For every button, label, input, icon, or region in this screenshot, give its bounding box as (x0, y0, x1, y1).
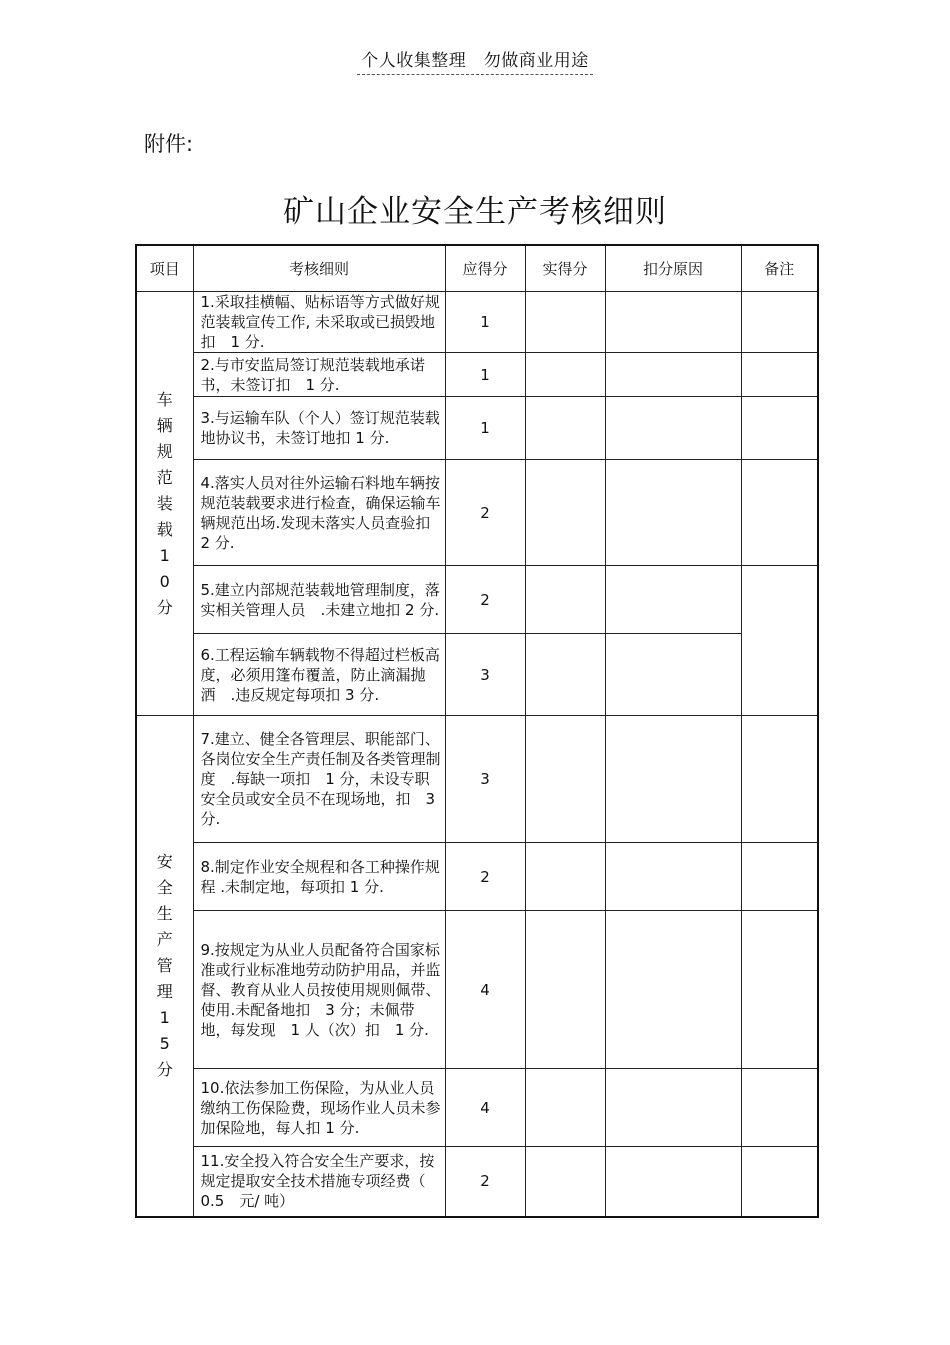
max-score-cell: 2 (445, 460, 525, 566)
deduction-reason-cell[interactable] (605, 843, 741, 911)
actual-score-cell[interactable] (525, 716, 605, 843)
attachment-label: 附件: (144, 132, 194, 156)
column-header-max-score: 应得分 (445, 245, 525, 292)
max-score-cell: 1 (445, 292, 525, 353)
remark-cell[interactable] (741, 911, 818, 1069)
remark-cell[interactable] (741, 1147, 818, 1217)
actual-score-cell[interactable] (525, 397, 605, 460)
actual-score-cell[interactable] (525, 1147, 605, 1217)
table-row (136, 634, 818, 716)
max-score-cell: 2 (445, 566, 525, 634)
detail-cell: 4.落实人员对往外运输石料地车辆按规范装载要求进行检查，确保运输车辆规范出场.发现未落实人员查验扣 2 分. (193, 460, 445, 566)
deduction-reason-cell[interactable] (605, 634, 741, 716)
detail-cell: 5.建立内部规范装载地管理制度，落实相关管理人员 .未建立地扣 2 分. (193, 566, 445, 634)
actual-score-cell[interactable] (525, 634, 605, 716)
deduction-reason-cell[interactable] (605, 292, 741, 353)
detail-cell: 11.安全投入符合安全生产要求，按规定提取安全技术措施专项经费（ 0.5 元/ 吨） (193, 1147, 445, 1217)
table-row (136, 292, 818, 353)
deduction-reason-cell[interactable] (605, 460, 741, 566)
category-cell (136, 292, 193, 716)
column-header-item: 项目 (136, 245, 193, 292)
deduction-reason-cell[interactable] (605, 397, 741, 460)
remark-cell[interactable] (741, 397, 818, 460)
document-title: 矿山企业安全生产考核细则 (283, 194, 667, 230)
detail-cell: 8.制定作业安全规程和各工种操作规程 .未制定地，每项扣 1 分. (193, 843, 445, 911)
remark-cell[interactable] (741, 292, 818, 353)
remark-cell[interactable] (741, 843, 818, 911)
table-row (136, 1069, 818, 1147)
table-row (136, 353, 818, 397)
detail-cell: 7.建立、健全各管理层、职能部门、各岗位安全生产责任制及各类管理制度 .每缺一项扣 1 分，未设专职安全员或安全员不在现场地，扣 3 分. (193, 716, 445, 843)
detail-cell: 2.与市安监局签订规范装载地承诺书，未签订扣 1 分. (193, 353, 445, 397)
table-row (136, 716, 818, 843)
table-row (136, 397, 818, 460)
remark-cell[interactable] (741, 716, 818, 843)
max-score-cell: 4 (445, 1069, 525, 1147)
max-score-cell: 2 (445, 843, 525, 911)
max-score-cell: 2 (445, 1147, 525, 1217)
remark-cell[interactable] (741, 1069, 818, 1147)
max-score-cell: 1 (445, 353, 525, 397)
remark-cell[interactable] (741, 566, 818, 716)
table-row (136, 566, 818, 634)
column-header-actual-score: 实得分 (525, 245, 605, 292)
actual-score-cell[interactable] (525, 460, 605, 566)
category-cell (136, 716, 193, 1217)
table-row (136, 911, 818, 1069)
actual-score-cell[interactable] (525, 911, 605, 1069)
deduction-reason-cell[interactable] (605, 911, 741, 1069)
table-header-row (136, 245, 818, 292)
detail-cell: 3.与运输车队（个人）签订规范装载地协议书，未签订地扣 1 分. (193, 397, 445, 460)
deduction-reason-cell[interactable] (605, 566, 741, 634)
header-text: 个人收集整理 勿做商业用途 (357, 46, 593, 75)
actual-score-cell[interactable] (525, 292, 605, 353)
table-row (136, 460, 818, 566)
actual-score-cell[interactable] (525, 843, 605, 911)
deduction-reason-cell[interactable] (605, 353, 741, 397)
deduction-reason-cell[interactable] (605, 716, 741, 843)
column-header-detail: 考核细则 (193, 245, 445, 292)
assessment-table (135, 244, 819, 1218)
remark-cell[interactable] (741, 353, 818, 397)
category-label: 安全生产管理15分 (156, 851, 173, 1079)
detail-cell: 6.工程运输车辆载物不得超过栏板高度，必须用篷布覆盖，防止滴漏抛洒 .违反规定每项扣 3 分. (193, 634, 445, 716)
table-row (136, 1147, 818, 1217)
detail-cell: 1.采取挂横幅、贴标语等方式做好规范装载宣传工作, 未采取或已损毁地扣 1 分. (193, 292, 445, 353)
remark-cell[interactable] (741, 460, 818, 566)
page-header (0, 46, 950, 75)
column-header-remark: 备注 (741, 245, 818, 292)
actual-score-cell[interactable] (525, 353, 605, 397)
column-header-deduction-reason: 扣分原因 (605, 245, 741, 292)
actual-score-cell[interactable] (525, 1069, 605, 1147)
max-score-cell: 1 (445, 397, 525, 460)
detail-cell: 9.按规定为从业人员配备符合国家标准或行业标准地劳动防护用品，并监督、教育从业人员按使用规则佩带、使用.未配备地扣 3 分；未佩带地，每发现 1 人（次）扣 1 分. (193, 911, 445, 1069)
deduction-reason-cell[interactable] (605, 1069, 741, 1147)
max-score-cell: 4 (445, 911, 525, 1069)
category-label: 车辆规范装载10分 (156, 389, 173, 617)
actual-score-cell[interactable] (525, 566, 605, 634)
max-score-cell: 3 (445, 716, 525, 843)
table-row (136, 843, 818, 911)
detail-cell: 10.依法参加工伤保险，为从业人员缴纳工伤保险费，现场作业人员未参加保险地，每人扣 1 分. (193, 1069, 445, 1147)
max-score-cell: 3 (445, 634, 525, 716)
deduction-reason-cell[interactable] (605, 1147, 741, 1217)
